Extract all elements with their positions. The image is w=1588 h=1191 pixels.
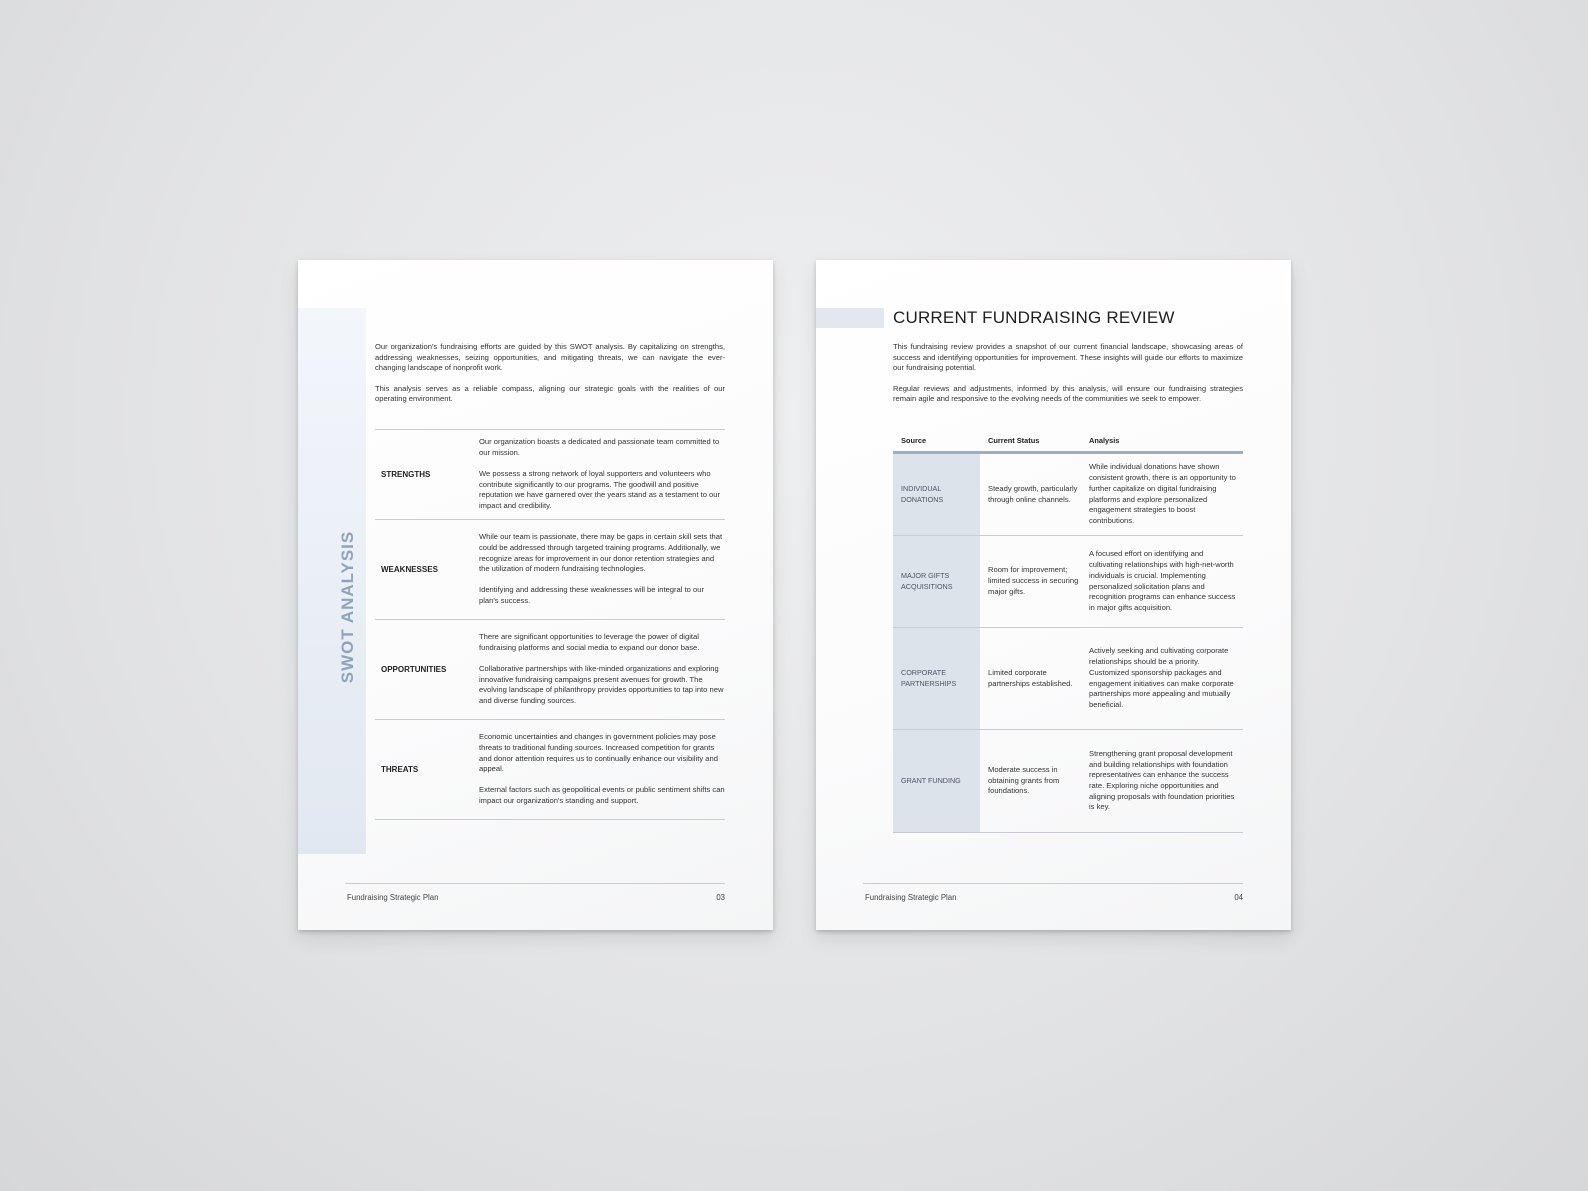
fundraising-review-table [893,430,1243,833]
table-row [893,454,1243,536]
table-row [893,628,1243,730]
status-cell: Moderate success in obtaining grants from foundations. [988,764,1060,796]
intro-paragraph: Regular reviews and adjustments, informed by this analysis, will ensure our fundraising strategies remain agile and responsive to the evolving needs of the communities we seek to empower. [893,383,1243,404]
source-cell: GRANT FUNDING [893,730,980,832]
footer-document-title: Fundraising Strategic Plan [865,893,957,902]
swot-label: OPPORTUNITIES [381,665,447,674]
swot-row-weaknesses [375,520,725,620]
analysis-cell: Actively seeking and cultivating corporate relationships should be a priority. Customized sponsorship packages and engagement initiatives can make corporate partnerships more appealing and mutually beneficial. [1089,646,1234,709]
intro-paragraph: Our organization's fundraising efforts are guided by this SWOT analysis. By capitalizing on strengths, addressing weaknesses, seizing opportunities, and mitigating threats, we can navigate the ever-changing landscape of nonprofit work. [375,342,725,373]
swot-row-threats [375,720,725,820]
status-cell: Steady growth, particularly through online channels. [988,483,1078,504]
swot-paragraph: Economic uncertainties and changes in government policies may pose threats to traditional funding sources. Increased competition for grants and donor attention requires us to continually enhance our visibility and appeal. [479,732,718,774]
page-title: CURRENT FUNDRAISING REVIEW [893,308,1175,327]
source-cell: CORPORATE PARTNERSHIPS [893,628,980,729]
intro-paragraph: This analysis serves as a reliable compass, aligning our strategic goals with the realities of our operating environment. [375,383,725,404]
swot-paragraph: Our organization boasts a dedicated and passionate team committed to our mission. [479,437,720,457]
column-header-status: Current Status [988,436,1040,445]
analysis-cell: Strengthening grant proposal development and building relationships with foundation representatives can enhance the success rate. Exploring niche opportunities and aligning proposals with foundation priorities is key. [1089,748,1235,812]
swot-row-strengths [375,430,725,520]
swot-label: STRENGTHS [381,470,431,479]
status-cell: Room for improvement; limited success in securing major gifts. [988,565,1079,596]
swot-description [479,732,725,807]
swot-description [479,437,725,512]
table-row [893,730,1243,833]
swot-description [479,532,725,607]
table-header-row [893,430,1243,454]
analysis-cell: While individual donations have shown consistent growth, there is an opportunity to further capitalize on digital fundraising platforms and explore personalized engagement strategies to boost contributions. [1089,462,1236,525]
footer-page-number: 03 [716,893,725,902]
intro-text [375,342,725,415]
swot-paragraph: Collaborative partnerships with like-minded organizations and exploring innovative fundraising campaigns present avenues for growth. The evolving landscape of philanthropy provides opportunities to tap into new and diverse funding sources. [479,664,724,706]
source-cell: MAJOR GIFTS ACQUISITIONS [893,536,980,627]
swot-paragraph: External factors such as geopolitical events or public sentiment shifts can impact our organization's standing and support. [479,785,725,806]
column-header-analysis: Analysis [1089,436,1120,445]
footer-page-number: 04 [1234,893,1243,902]
source-cell: INDIVIDUAL DONATIONS [893,454,980,535]
table-row [893,536,1243,628]
swot-row-opportunities [375,620,725,720]
swot-description [479,632,725,707]
footer-divider [345,883,725,884]
swot-paragraph: Identifying and addressing these weaknesses will be integral to our plan's success. [479,585,704,606]
document-page-04 [816,260,1291,930]
swot-table [375,429,725,820]
document-page-03 [298,260,773,930]
footer-document-title: Fundraising Strategic Plan [347,893,439,902]
swot-paragraph: While our team is passionate, there may be gaps in certain skill sets that could be addressed through targeted training programs. Additionally, we recognize areas for improvement in our donor retention strategies and the utilization of modern fundraising technologies. [479,532,723,574]
column-header-source: Source [901,436,927,445]
status-cell: Limited corporate partnerships established. [988,667,1073,688]
analysis-cell: A focused effort on identifying and cultivating relationships with high-net-worth individuals is crucial. Implementing personalized solicitation plans and recognition programs can enhance success in major gifts acquisition. [1089,549,1236,612]
intro-text [893,342,1243,415]
swot-paragraph: There are significant opportunities to leverage the power of digital fundraising platforms and social media to expand our donor base. [479,632,700,652]
swot-label: THREATS [381,765,419,774]
swot-paragraph: We possess a strong network of loyal supporters and volunteers who contribute significantly to our programs. The goodwill and positive reputation we have garnered over the years stand as a testament to our impact and credibility. [479,469,721,511]
swot-label: WEAKNESSES [381,565,438,574]
page-title-vertical: SWOT ANALYSIS [338,530,357,684]
footer-divider [863,883,1243,884]
header-accent-tab [816,308,884,328]
intro-paragraph: This fundraising review provides a snapshot of our current financial landscape, showcasing areas of success and identifying opportunities for improvement. These insights will guide our efforts to maximize our fundraising potential. [893,342,1243,373]
